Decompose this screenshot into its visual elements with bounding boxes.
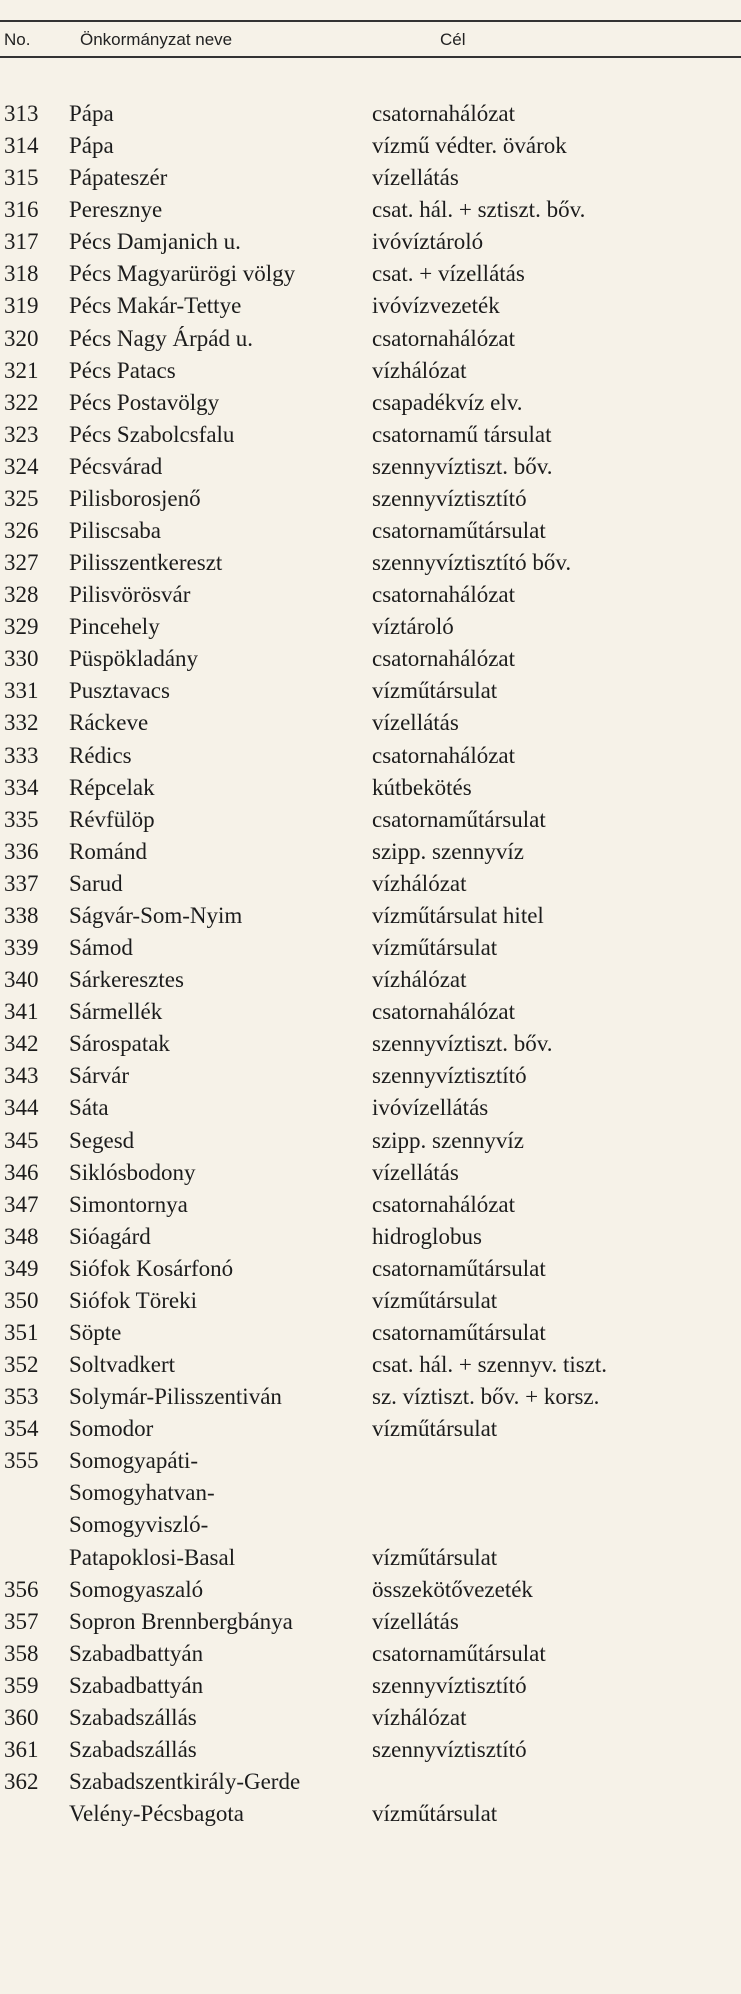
table-row: [0, 1285, 741, 1317]
municipality-name-line: Pécs Makár-Tettye: [69, 293, 242, 319]
project-goal: vízműtársulat hitel: [372, 902, 544, 928]
municipality-name: [69, 1317, 369, 1349]
municipality-name-line: Pilisszentkereszt: [69, 550, 223, 576]
municipality-name: [69, 98, 369, 130]
municipality-name: [69, 162, 369, 194]
municipality-name: [69, 868, 369, 900]
municipality-name-line: Sámod: [69, 935, 133, 961]
municipality-name-line: Pincehely: [69, 614, 160, 640]
municipality-name: [69, 579, 369, 611]
table-row: [0, 226, 741, 258]
project-goal: csatornaműtársulat: [372, 1319, 546, 1345]
project-goal: vízellátás: [372, 165, 459, 191]
project-goal: vízműtársulat: [372, 1416, 498, 1442]
municipality-name-line: Pilisborosjenő: [69, 485, 201, 511]
row-number: 326: [4, 518, 39, 544]
row-number: 346: [4, 1159, 39, 1185]
project-goal: csatornahálózat: [372, 742, 516, 768]
project-goal: vízhálózat: [372, 357, 467, 383]
municipality-name: [69, 1253, 369, 1285]
project-goal: vízellátás: [372, 710, 459, 736]
municipality-name: [69, 611, 369, 643]
row-number: 353: [4, 1384, 39, 1410]
table-row: [0, 707, 741, 739]
municipality-name: [69, 1766, 369, 1830]
project-goal: csat. hál. + sztiszt. bőv.: [372, 197, 586, 223]
municipality-name-line: Pécs Magyarürögi völgy: [69, 261, 296, 287]
row-number: 313: [4, 101, 39, 126]
row-number: 340: [4, 967, 39, 993]
municipality-name-line: Sopron Brennbergbánya: [69, 1608, 293, 1634]
municipality-name: [69, 1381, 369, 1413]
row-number: 354: [4, 1416, 39, 1442]
table-row: [0, 579, 741, 611]
project-goal: szennyvíztisztító: [372, 1063, 527, 1089]
table-row: [0, 1317, 741, 1349]
municipality-name: [69, 1221, 369, 1253]
project-goal: csatornahálózat: [372, 325, 516, 351]
table-row: [0, 1092, 741, 1124]
row-number: 349: [4, 1255, 39, 1281]
project-goal: víztároló: [372, 614, 454, 640]
municipality-name-line: Pilisvörösvár: [69, 582, 191, 608]
project-goal: vízhálózat: [372, 967, 467, 993]
municipality-name: [69, 1670, 369, 1702]
municipality-name-line: Rédics: [69, 742, 132, 768]
municipality-name-line: Pécsvárad: [69, 453, 163, 479]
municipality-name-line: Pápateszér: [69, 165, 168, 191]
municipality-name: [69, 258, 369, 290]
row-number: 318: [4, 261, 39, 287]
table-row: [0, 1028, 741, 1060]
municipality-name-line: Sárvár: [69, 1063, 130, 1089]
row-number: 324: [4, 453, 39, 479]
header-bottom-rule: [0, 56, 741, 58]
municipality-name: [69, 1125, 369, 1157]
table-row: [0, 1253, 741, 1285]
municipality-name: [69, 900, 369, 932]
table-row: [0, 355, 741, 387]
project-goal: szennyvíztisztító bőv.: [372, 550, 572, 576]
municipality-name-line: Siófok Töreki: [69, 1287, 197, 1313]
project-goal: csat. + vízellátás: [372, 261, 525, 287]
municipality-name: [69, 1349, 369, 1381]
municipality-name: [69, 483, 369, 515]
municipality-name-line: Velény-Pécsbagota: [69, 1801, 244, 1827]
row-number: 342: [4, 1031, 39, 1057]
municipality-name: [69, 387, 369, 419]
municipality-name-line: Pécs Nagy Árpád u.: [69, 325, 253, 351]
municipality-name-line: Somogyhatvan-: [69, 1480, 215, 1506]
row-number: 339: [4, 935, 39, 961]
table-row: [0, 836, 741, 868]
project-goal: hidroglobus: [372, 1223, 482, 1249]
table-row: [0, 1574, 741, 1606]
table-row: [0, 1060, 741, 1092]
table-row: [0, 483, 741, 515]
row-number: 343: [4, 1063, 39, 1089]
municipality-name: [69, 932, 369, 964]
row-number: 361: [4, 1736, 39, 1762]
municipality-name: [69, 355, 369, 387]
municipality-name: [69, 836, 369, 868]
row-number: 358: [4, 1640, 39, 1666]
row-number: 356: [4, 1576, 39, 1602]
municipality-name: [69, 675, 369, 707]
municipality-name-line: Patapoklosi-Basal: [69, 1544, 236, 1570]
project-goal: csatornaműtársulat: [372, 518, 546, 544]
table-row: [0, 1221, 741, 1253]
project-goal: csatornahálózat: [372, 582, 516, 608]
project-goal: szennyvíztiszt. bőv.: [372, 453, 553, 479]
table-row: [0, 900, 741, 932]
row-number: 362: [4, 1769, 39, 1795]
municipality-name-line: Pápa: [69, 101, 114, 126]
municipality-name: [69, 1734, 369, 1766]
project-goal: szipp. szennyvíz: [372, 1127, 525, 1153]
municipality-name-line: Solymár-Pilisszentiván: [69, 1384, 282, 1410]
table-row: [0, 515, 741, 547]
row-number: 347: [4, 1191, 39, 1217]
project-goal: vízműtársulat: [372, 678, 498, 704]
municipality-name-line: Söpte: [69, 1319, 122, 1345]
municipality-name-line: Somogyapáti-: [69, 1448, 199, 1474]
municipality-name-line: Sárospatak: [69, 1031, 170, 1057]
row-number: 323: [4, 421, 39, 447]
municipality-name: [69, 1028, 369, 1060]
project-goal: csatornamű társulat: [372, 421, 552, 447]
row-number: 336: [4, 838, 39, 864]
table-row: [0, 1349, 741, 1381]
municipality-name-line: Pécs Szabolcsfalu: [69, 421, 235, 447]
municipality-name-line: Ráckeve: [69, 710, 149, 736]
project-goal: ivóvízvezeték: [372, 293, 500, 319]
table-row: [0, 194, 741, 226]
project-goal: vízműtársulat: [372, 1801, 498, 1827]
row-number: 359: [4, 1672, 39, 1698]
municipality-name-line: Sióagárd: [69, 1223, 151, 1249]
table-row: [0, 98, 741, 130]
table-row: [0, 772, 741, 804]
row-number: 333: [4, 742, 39, 768]
project-goal: vízműtársulat: [372, 935, 498, 961]
row-number: 341: [4, 999, 39, 1025]
municipality-name-line: Püspökladány: [69, 646, 199, 672]
municipality-name: [69, 226, 369, 258]
table-row: [0, 643, 741, 675]
project-goal: összekötővezeték: [372, 1576, 533, 1602]
row-number: 315: [4, 165, 39, 191]
project-goal: csatornahálózat: [372, 999, 516, 1025]
project-goal: vízműtársulat: [372, 1287, 498, 1313]
table-row: [0, 547, 741, 579]
project-goal: csatornaműtársulat: [372, 806, 546, 832]
column-header-name: Önkormányzat neve: [80, 30, 233, 49]
table-row: [0, 162, 741, 194]
row-number: 355: [4, 1448, 39, 1474]
municipality-name: [69, 1092, 369, 1124]
municipality-name: [69, 1060, 369, 1092]
municipality-name-line: Szabadszállás: [69, 1704, 197, 1730]
municipality-name-line: Szabadbattyán: [69, 1672, 204, 1698]
row-number: 329: [4, 614, 39, 640]
municipality-name-line: Románd: [69, 838, 147, 864]
table-row: [0, 130, 741, 162]
row-number: 345: [4, 1127, 39, 1153]
project-goal: csatornaműtársulat: [372, 1255, 546, 1281]
municipality-name-line: Révfülöp: [69, 806, 155, 832]
municipality-name-line: Szabadszentkirály-Gerde: [69, 1769, 301, 1795]
table-row: [0, 611, 741, 643]
municipality-name-line: Somogyaszaló: [69, 1576, 204, 1602]
municipality-name-line: Pécs Patacs: [69, 357, 176, 383]
row-number: 331: [4, 678, 39, 704]
municipality-name-line: Szabadszállás: [69, 1736, 197, 1762]
municipality-name: [69, 1413, 369, 1445]
row-number: 335: [4, 806, 39, 832]
project-goal: vízműtársulat: [372, 1544, 498, 1570]
row-number: 330: [4, 646, 39, 672]
municipality-name: [69, 323, 369, 355]
project-goal: csat. hál. + szennyv. tiszt.: [372, 1352, 608, 1378]
municipality-name-line: Soltvadkert: [69, 1352, 176, 1378]
municipality-name: [69, 1189, 369, 1221]
project-goal: ivóvízellátás: [372, 1095, 489, 1121]
municipality-name: [69, 419, 369, 451]
municipality-name: [69, 1285, 369, 1317]
table-row: [0, 1638, 741, 1670]
municipality-name-line: Sarud: [69, 870, 123, 896]
row-number: 338: [4, 902, 39, 928]
row-number: 328: [4, 582, 39, 608]
municipality-name-line: Sárkeresztes: [69, 967, 184, 993]
project-goal: vízellátás: [372, 1608, 459, 1634]
table-row: [0, 932, 741, 964]
project-goal: csatornaműtársulat: [372, 1640, 546, 1666]
municipality-name-line: Pápa: [69, 133, 114, 159]
table-row: [0, 1445, 741, 1573]
municipality-name: [69, 996, 369, 1028]
row-number: 334: [4, 774, 39, 800]
column-header-goal: Cél: [440, 30, 466, 49]
project-goal: csatornahálózat: [372, 646, 516, 672]
municipality-name: [69, 1638, 369, 1670]
row-number: 316: [4, 197, 39, 223]
municipality-name-line: Peresznye: [69, 197, 163, 223]
row-number: 337: [4, 870, 39, 896]
municipality-name: [69, 772, 369, 804]
row-number: 320: [4, 325, 39, 351]
row-number: 357: [4, 1608, 39, 1634]
table-row: [0, 1734, 741, 1766]
municipality-name: [69, 1574, 369, 1606]
project-goal: vízellátás: [372, 1159, 459, 1185]
municipality-name: [69, 707, 369, 739]
project-goal: szipp. szennyvíz: [372, 838, 525, 864]
table-row: [0, 290, 741, 322]
municipality-name: [69, 547, 369, 579]
row-number: 332: [4, 710, 39, 736]
municipality-name-line: Segesd: [69, 1127, 135, 1153]
project-goal: szennyvíztisztító: [372, 1736, 527, 1762]
table-row: [0, 740, 741, 772]
table-row: [0, 1413, 741, 1445]
table-row: [0, 1157, 741, 1189]
municipality-name: [69, 451, 369, 483]
row-number: 322: [4, 389, 39, 415]
municipality-name-line: Sáta: [69, 1095, 109, 1121]
table-row: [0, 1766, 741, 1830]
municipality-name: [69, 1702, 369, 1734]
row-number: 314: [4, 133, 39, 159]
municipality-name-line: Pécs Damjanich u.: [69, 229, 241, 255]
project-goal: csatornahálózat: [372, 1191, 516, 1217]
municipality-name-line: Siklósbodony: [69, 1159, 196, 1185]
municipality-name-line: Sármellék: [69, 999, 163, 1025]
project-goal: szennyvíztisztító: [372, 485, 527, 511]
table-row: [0, 675, 741, 707]
header-top-rule: [0, 20, 741, 22]
table-row: [0, 258, 741, 290]
project-goal: szennyvíztiszt. bőv.: [372, 1031, 553, 1057]
row-number: 317: [4, 229, 39, 255]
municipality-name-line: Répcelak: [69, 774, 155, 800]
row-number: 325: [4, 485, 39, 511]
municipality-name-line: Simontornya: [69, 1191, 188, 1217]
row-number: 327: [4, 550, 39, 576]
project-goal: vízhálózat: [372, 1704, 467, 1730]
municipality-name: [69, 515, 369, 547]
project-goal: sz. víztiszt. bőv. + korsz.: [372, 1384, 600, 1410]
municipality-name: [69, 1606, 369, 1638]
table-row: [0, 804, 741, 836]
row-number: 348: [4, 1223, 39, 1249]
table-row: [0, 868, 741, 900]
table-body: [0, 98, 741, 1830]
municipality-name: [69, 1445, 369, 1573]
table-row: [0, 1702, 741, 1734]
row-number: 344: [4, 1095, 39, 1121]
municipality-name-line: Szabadbattyán: [69, 1640, 204, 1666]
row-number: 350: [4, 1287, 39, 1313]
project-goal: kútbekötés: [372, 774, 472, 800]
municipality-name: [69, 194, 369, 226]
table-row: [0, 1125, 741, 1157]
municipality-name: [69, 1157, 369, 1189]
project-goal: ivóvíztároló: [372, 229, 484, 255]
municipality-name-line: Pusztavacs: [69, 678, 170, 704]
project-goal: vízhálózat: [372, 870, 467, 896]
municipality-name: [69, 290, 369, 322]
municipality-name: [69, 964, 369, 996]
table-row: [0, 1189, 741, 1221]
table-row: [0, 451, 741, 483]
table-row: [0, 419, 741, 451]
project-goal: vízmű védter. övárok: [372, 133, 567, 159]
project-goal: csapadékvíz elv.: [372, 389, 523, 415]
municipality-name: [69, 643, 369, 675]
table-row: [0, 1670, 741, 1702]
table-row: [0, 323, 741, 355]
row-number: 319: [4, 293, 39, 319]
table-row: [0, 964, 741, 996]
column-header-no: No.: [4, 30, 31, 49]
row-number: 352: [4, 1352, 39, 1378]
row-number: 351: [4, 1319, 39, 1345]
municipality-name-line: Ságvár-Som-Nyim: [69, 902, 243, 928]
project-goal: csatornahálózat: [372, 101, 516, 126]
municipality-name-line: Siófok Kosárfonó: [69, 1255, 234, 1281]
municipality-name-line: Piliscsaba: [69, 518, 161, 544]
table-row: [0, 1606, 741, 1638]
municipality-name-line: Pécs Postavölgy: [69, 389, 220, 415]
table-row: [0, 387, 741, 419]
project-goal: szennyvíztisztító: [372, 1672, 527, 1698]
municipality-name: [69, 740, 369, 772]
municipality-name: [69, 130, 369, 162]
table-row: [0, 996, 741, 1028]
row-number: 321: [4, 357, 39, 383]
municipality-name-line: Somogyviszló-: [69, 1512, 209, 1538]
row-number: 360: [4, 1704, 39, 1730]
municipality-name-line: Somodor: [69, 1416, 154, 1442]
municipality-name: [69, 804, 369, 836]
table-row: [0, 1381, 741, 1413]
